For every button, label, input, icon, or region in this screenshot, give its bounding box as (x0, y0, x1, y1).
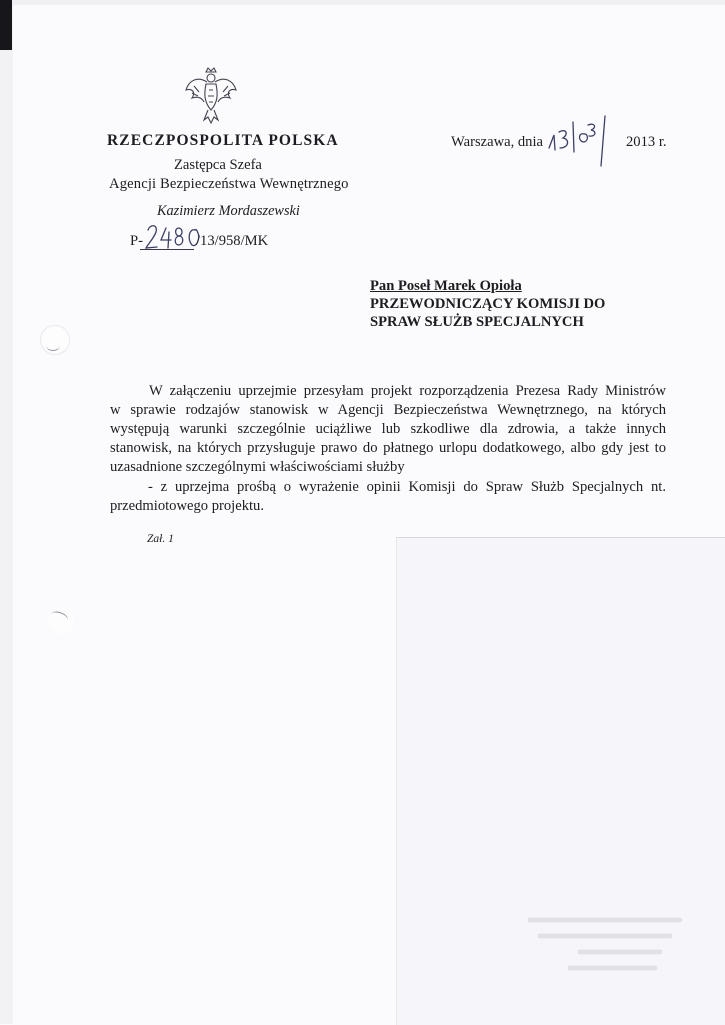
body-line: W załączeniu uprzejmie przesyłam projekt rozporządzenia Prezesa Rady Ministrów (149, 383, 666, 399)
punch-hole-top (40, 325, 70, 355)
reference-suffix: /13/958/MK (196, 233, 269, 249)
sender-agency: Agencji Bezpieczeństwa Wewnętrznego (109, 176, 349, 192)
body-paragraph (110, 382, 666, 477)
reference-underline (140, 249, 194, 250)
body-line: występują warunki szczególnie uciążliwe lub szkodliwe dla zdrowia, a także innych (110, 421, 666, 437)
attachment-note: Zał. 1 (147, 533, 174, 545)
recipient-role-line-1: PRZEWODNICZĄCY KOMISJI DO (370, 296, 606, 312)
recipient-role-line-2: SPRAW SŁUŻB SPECJALNYCH (370, 314, 584, 330)
body-line: uzasadnione szczególnymi właściwościami służby (110, 459, 405, 475)
scan-top-edge (0, 0, 725, 5)
sender-name: Kazimierz Mordaszewski (157, 203, 300, 219)
request-line: - z uprzejma prośbą o wyrażenie opinii Komisji do Spraw Służb Specjalnych nt. (148, 479, 666, 495)
body-line: w sprawie rodzajów stanowisk w Agencji Bezpieczeństwa Wewnętrznego, na których (110, 402, 666, 418)
punch-hole-bottom (48, 608, 74, 634)
faint-stamp-bleedthrough (520, 908, 690, 978)
recipient-name: Pan Poseł Marek Opioła (370, 278, 522, 294)
handwritten-date (544, 108, 622, 168)
polish-eagle-emblem-icon (184, 66, 238, 126)
document-title: RZECZPOSPOLITA POLSKA (107, 132, 339, 149)
sender-title: Zastępca Szefa (174, 157, 262, 173)
body-line: stanowisk, na których przysługuje prawo do płatnego urlopu dodatkowego, albo gdy jest to (110, 440, 666, 456)
date-label: Warszawa, dnia (451, 134, 544, 150)
scan-left-edge (0, 0, 13, 1024)
scan-corner-shadow (0, 0, 12, 50)
request-line: przedmiotowego projektu. (110, 498, 265, 514)
date-year: 2013 r. (626, 134, 667, 150)
request-paragraph (110, 478, 666, 516)
handwritten-reference-number (144, 218, 202, 252)
reference-prefix: P- (130, 233, 143, 249)
